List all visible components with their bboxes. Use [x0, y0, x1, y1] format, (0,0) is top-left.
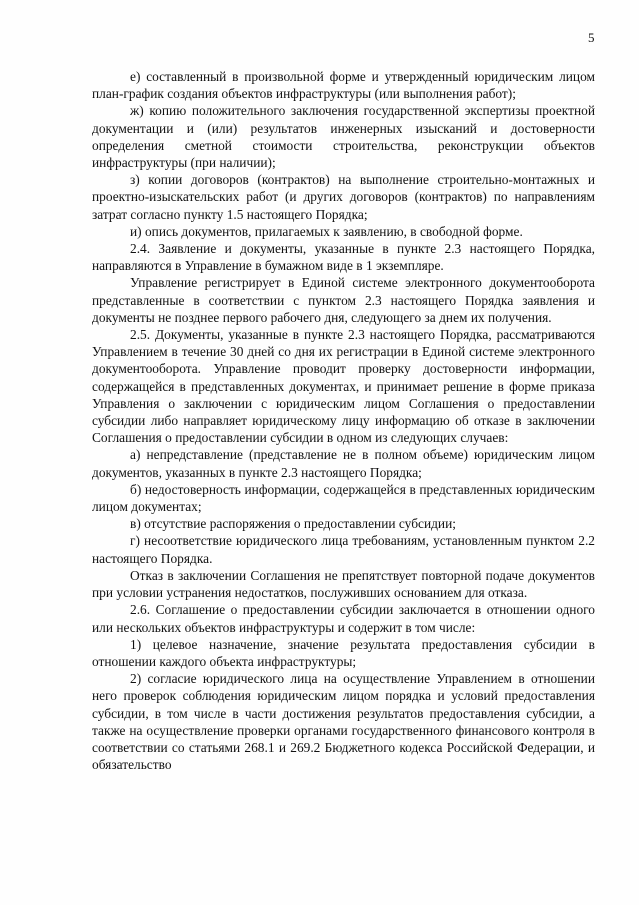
paragraph-g: г) несоответствие юридического лица требованиям, установленным пунктом 2.2 настоящего Порядка. [92, 533, 595, 566]
paragraph-2-4: 2.4. Заявление и документы, указанные в пункте 2.3 настоящего Порядка, направляются в Управление в бумажном виде в 1 экземпляре. [92, 241, 595, 274]
paragraph-zh: ж) копию положительного заключения государственной экспертизы проектной документации и (или) результатов инженерных изысканий и достоверности определения сметной стоимости строительства, реконструкции объектов инфраструктуры (при наличии); [92, 103, 595, 171]
paragraph-2-5: 2.5. Документы, указанные в пункте 2.3 настоящего Порядка, рассматриваются Управлением в течение 30 дней со дня их регистрации в Единой системе электронного документооборота. Управление проводит проверку достоверности информации, содержащейся в представленных документах, и принимает решение в форме приказа Управления о заключении с юридическим лицом Соглашения о предоставлении субсидии либо направляет юридическому лицу информацию об отказе в заключении Соглашения о предоставлении субсидии в одном из следующих случаев: [92, 327, 595, 446]
paragraph-refusal: Отказ в заключении Соглашения не препятствует повторной подаче документов при условии устранения недостатков, послуживших основанием для отказа. [92, 567, 595, 601]
paragraph-v: в) отсутствие распоряжения о предоставлении субсидии; [130, 516, 456, 532]
paragraph-2-6: 2.6. Соглашение о предоставлении субсидии заключается в отношении одного или нескольких объектов инфраструктуры и содержит в том числе: [92, 602, 595, 635]
paragraph-2: 2) согласие юридического лица на осуществление Управлением в отношении него проверок соблюдения юридическим лицом порядка и условий предоставления субсидии, в том числе в части достижения результатов предоставления субсидии, а также на осуществление проверки органами государственного финансового контроля в соответствии со статьями 268.1 и 269.2 Бюджетного кодекса Российской Федерации, и обязательство [92, 671, 595, 773]
paragraph-registration: Управление регистрирует в Единой системе электронного документооборота представленные в соответствии с пунктом 2.3 настоящего Порядка заявления и документы не позднее первого рабочего дня, следующего за днем их получения. [92, 275, 595, 325]
paragraph-z: з) копии договоров (контрактов) на выполнение строительно-монтажных и проектно-изыскательских работ (и других договоров (контрактов) по направлениям затрат согласно пункту 1.5 настоящего Порядка; [92, 172, 595, 222]
paragraph-i: и) опись документов, прилагаемых к заявлению, в свободной форме. [130, 223, 523, 239]
paragraph-1: 1) целевое назначение, значение результата предоставления субсидии в отношении каждого объекта инфраструктуры; [92, 636, 595, 669]
page-number: 5 [588, 30, 595, 45]
paragraph-b: б) недостоверность информации, содержащейся в представленных юридическим лицом документах; [92, 481, 595, 515]
document-body [92, 68, 595, 773]
paragraph-e: е) составленный в произвольной форме и утвержденный юридическим лицом план-график создания объектов инфраструктуры (или выполнения работ); [92, 69, 595, 102]
paragraph-a: а) непредставление (представление не в полном объеме) юридическим лицом документов, указанных в пункте 2.3 настоящего Порядка; [92, 447, 595, 480]
